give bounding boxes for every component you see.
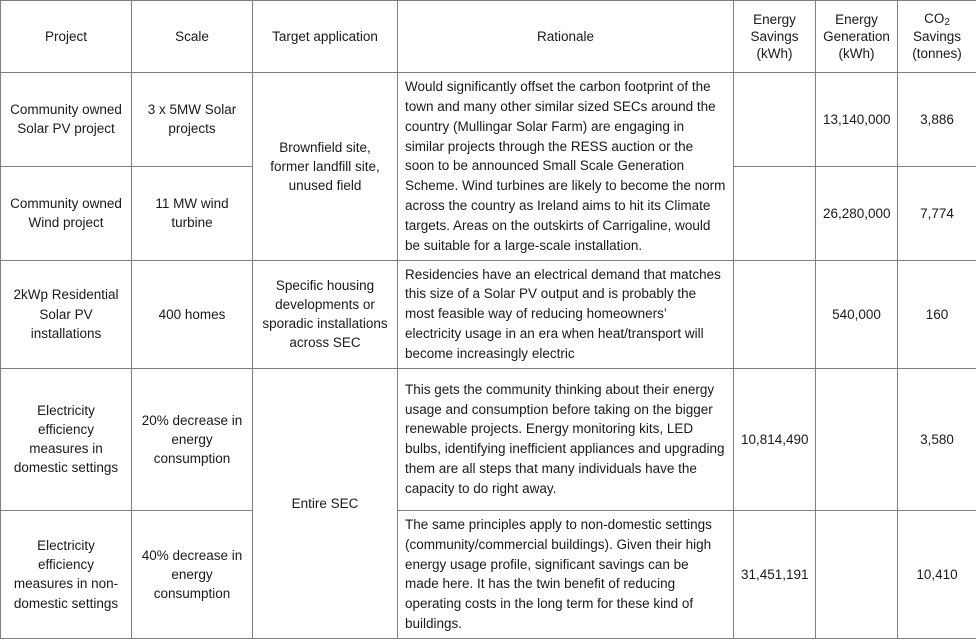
table-row [1, 260, 976, 368]
table-body [1, 73, 976, 639]
column-header-energy-generation [816, 1, 898, 73]
cell-co2-savings-solar-pv: 3,886 [898, 73, 976, 167]
column-header-project: Project [1, 1, 132, 73]
cell-project-nondomestic-efficiency: Electricity efficiency measures in non-domestic settings [1, 510, 132, 638]
cell-energy-savings-solar-pv [734, 73, 816, 167]
column-header-rationale: Rationale [398, 1, 734, 73]
energy-generation-line-3: (kWh) [823, 45, 890, 62]
cell-project-solar-pv: Community owned Solar PV project [1, 73, 132, 167]
cell-rationale-residential-solar: Residencies have an electrical demand that matches this size of a Solar PV output and is probably the most feasible way of reducing homeowners’ electricity usage in an era when heat/transport will become increasingly electric [398, 260, 734, 368]
cell-energy-savings-nondomestic-efficiency: 31,451,191 [734, 510, 816, 638]
table-row [1, 368, 976, 510]
cell-co2-savings-wind: 7,774 [898, 166, 976, 260]
co2-savings-line-1 [905, 10, 969, 28]
energy-savings-line-1: Energy [741, 11, 808, 28]
column-header-co2-savings [898, 1, 976, 73]
cell-energy-generation-residential-solar: 540,000 [816, 260, 898, 368]
co2-savings-line-2: Savings [905, 28, 969, 45]
co2-savings-line-3: (tonnes) [905, 45, 969, 62]
cell-energy-generation-nondomestic-efficiency [816, 510, 898, 638]
cell-energy-savings-wind [734, 166, 816, 260]
cell-scale-domestic-efficiency: 20% decrease in energy consumption [132, 368, 253, 510]
cell-target-brownfield: Brownfield site, former landfill site, unused field [253, 73, 398, 261]
cell-energy-generation-wind: 26,280,000 [816, 166, 898, 260]
cell-co2-savings-nondomestic-efficiency: 10,410 [898, 510, 976, 638]
column-header-energy-savings [734, 1, 816, 73]
cell-energy-savings-residential-solar [734, 260, 816, 368]
cell-target-entire-sec: Entire SEC [253, 368, 398, 638]
cell-rationale-nondomestic-efficiency: The same principles apply to non-domestic settings (community/commercial buildings). Given their high energy usage profile, significant savings can be made here. It has the twin benefit of reducing operating costs in the long term for these kind of buildings. [398, 510, 734, 638]
cell-scale-nondomestic-efficiency: 40% decrease in energy consumption [132, 510, 253, 638]
cell-co2-savings-domestic-efficiency: 3,580 [898, 368, 976, 510]
energy-savings-line-2: Savings [741, 28, 808, 45]
cell-energy-savings-domestic-efficiency: 10,814,490 [734, 368, 816, 510]
cell-project-domestic-efficiency: Electricity efficiency measures in domestic settings [1, 368, 132, 510]
cell-project-wind: Community owned Wind project [1, 166, 132, 260]
energy-savings-line-3: (kWh) [741, 45, 808, 62]
table-header [1, 1, 976, 73]
header-row [1, 1, 976, 73]
cell-rationale-domestic-efficiency: This gets the community thinking about their energy usage and consumption before taking on the bigger renewable projects. Energy monitoring kits, LED bulbs, identifying inefficient appliances and upgrading them are all steps that many individuals have the capacity to do right away. [398, 368, 734, 510]
cell-rationale-solar-wind: Would significantly offset the carbon footprint of the town and many other similar sized SECs around the country (Mullingar Solar Farm) are engaging in similar projects through the RESS auction or the soon to be announced Small Scale Generation Scheme. Wind turbines are likely to become the norm across the country as Ireland aims to hit its Climate targets. Areas on the outskirts of Carrigaline, would be suitable for a large-scale installation. [398, 73, 734, 261]
column-header-scale: Scale [132, 1, 253, 73]
energy-generation-line-1: Energy [823, 11, 890, 28]
cell-scale-residential-solar: 400 homes [132, 260, 253, 368]
cell-energy-generation-solar-pv: 13,140,000 [816, 73, 898, 167]
co2-subscript: 2 [944, 17, 950, 28]
cell-scale-solar-pv: 3 x 5MW Solar projects [132, 73, 253, 167]
energy-generation-line-2: Generation [823, 28, 890, 45]
table-row [1, 510, 976, 638]
cell-energy-generation-domestic-efficiency [816, 368, 898, 510]
cell-co2-savings-residential-solar: 160 [898, 260, 976, 368]
column-header-target-application: Target application [253, 1, 398, 73]
cell-project-residential-solar: 2kWp Residential Solar PV installations [1, 260, 132, 368]
table-row [1, 73, 976, 167]
cell-target-residential-solar: Specific housing developments or sporadic installations across SEC [253, 260, 398, 368]
cell-scale-wind: 11 MW wind turbine [132, 166, 253, 260]
co2-label: CO [924, 11, 944, 26]
